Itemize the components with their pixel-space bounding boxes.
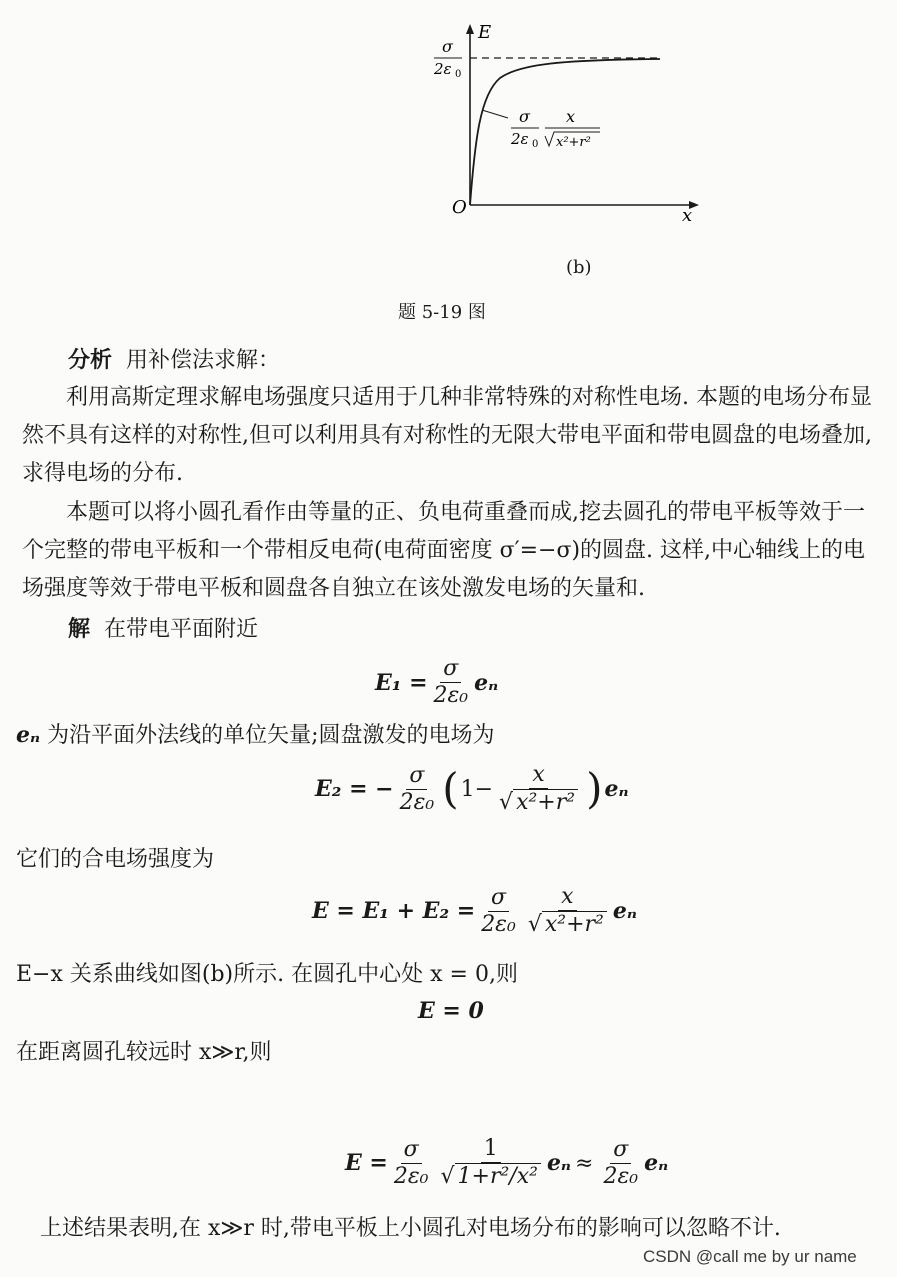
asymptote-den: 2ε [434,60,452,78]
eq2-inner-den: x²+r² [516,790,576,815]
eq2-lhs: E₂ = − [315,776,394,802]
solution-heading [68,612,258,647]
equation-e2: E₂ = − $\frac{\sigma}{\text{2ε₀}}$ ( 1− x √ x²+r² ) eₙ [315,762,629,815]
curve-sub: 0 [532,139,539,150]
eq2-den: 2ε₀ [399,789,435,815]
figure-sublabel: (b) [566,257,592,278]
eq5-approx: ≈ [575,1150,594,1176]
equation-e-far: E = $\frac{\sigma}{\text{2ε₀}}$ 1 √ 1+r²/x² eₙ ≈ $\frac{\sigma}{\text{2ε₀}}$ eₙ [345,1136,669,1189]
asymptote-sigma: σ [442,37,453,56]
e-axis-label: E [478,22,492,43]
eq1-lhs: E₁ = [375,669,428,696]
eq3-vec: eₙ [612,898,637,924]
curve-leader-line [482,110,508,118]
eq5-sqrt: 1+r²/x² [457,1164,538,1189]
en-note-line [16,718,495,753]
eq5-one: 1 [483,1136,498,1161]
eq5-lhs: E = [345,1150,388,1176]
eq2-inner-num: x [532,762,545,787]
eq5-vec: eₙ [546,1150,572,1176]
e-axis-arrow [466,24,474,34]
curve-sigma: σ [519,107,530,126]
eq5-vec2: eₙ [644,1150,669,1176]
analysis-intro: 用补偿法求解： [126,348,281,373]
eq5-num2: σ [613,1136,629,1162]
asymptote-sub: 0 [455,69,462,80]
e-x-graph [420,20,720,270]
eq1-num: σ [443,656,459,681]
equation-e1 [375,656,498,709]
curve-x: x [566,107,576,126]
paragraph-1: 利用高斯定理求解电场强度只适用于几种非常特殊的对称性电场. 本题的电场分布显然不具有这样的对称性,但可以利用具有对称性的无限大带电平面和带电圆盘的电场叠加,求得电场的分布. [22,385,872,486]
eq3-x: x [561,884,574,909]
analysis-label: 分析 [68,347,113,373]
eq5-den2: 2ε₀ [603,1163,639,1189]
eq3-sqrt: x²+r² [544,912,604,937]
eq2-num: σ [409,762,425,788]
en-note: 为沿平面外法线的单位矢量;圆盘激发的电场为 [47,723,495,748]
eq3-num: σ [490,884,507,910]
eq1-den: 2ε₀ [433,683,469,708]
eq2-vec: eₙ [604,776,629,802]
eq1-vec: eₙ [474,669,499,696]
curve-den: 2ε [511,130,529,148]
eq5-den: 2ε₀ [393,1163,429,1189]
far-line: 在距离圆孔较远时 x≫r,则 [16,1040,272,1065]
eq3-den: 2ε₀ [481,911,516,937]
origin-label: O [452,197,467,218]
curve-sqrt: x²+r² [556,135,591,150]
eq3-lhs: E = E₁ + E₂ = [312,898,476,924]
solution-label: 解 [68,616,91,642]
combined-line: 它们的合电场强度为 [16,847,215,872]
equation-e-total: E = E₁ + E₂ = $\frac{\sigma}{\text{2ε₀}}$ x √ x²+r² eₙ [312,884,637,937]
conclusion-line: 上述结果表明,在 x≫r 时,带电平板上小圆孔对电场分布的影响可以忽略不计. [40,1216,781,1241]
eq2-one: 1− [460,776,494,802]
en-symbol: eₙ [16,722,41,748]
figure-caption: 题 5-19 图 [398,302,486,323]
watermark: CSDN @call me by ur name [643,1247,857,1266]
solution-intro: 在带电平面附近 [104,617,259,642]
paragraph-2: 本题可以将小圆孔看作由等量的正、负电荷重叠而成,挖去圆孔的带电平板等效于一个完整的带电平板和一个带相反电荷(电荷面密度 σ′=−σ)的圆盘. 这样,中心轴线上的电场强度等效于带电平板和圆盘各自独立在该处激发电场的矢量和. [22,500,866,601]
eq5-num: σ [403,1136,419,1162]
analysis-heading [68,343,280,378]
x-axis-label: x [682,205,693,226]
ex-curve-line: E−x 关系曲线如图(b)所示. 在圆孔中心处 x = 0,则 [16,962,518,987]
equation-e-zero: E = 0 [418,998,484,1024]
